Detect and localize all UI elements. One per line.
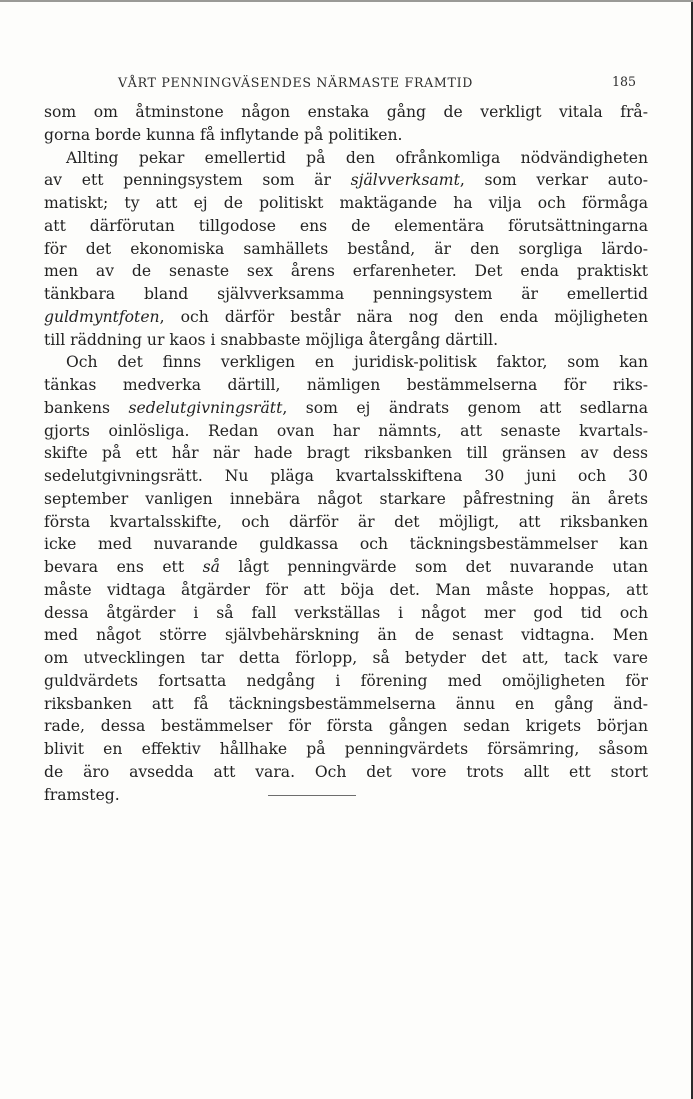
italic-term: självverksamt bbox=[350, 171, 460, 190]
text-line bbox=[44, 192, 648, 215]
page-number: 185 bbox=[612, 74, 637, 89]
line-text: för det ekonomiska samhällets bestånd, är den sorgliga lärdo- bbox=[44, 239, 648, 258]
text-line bbox=[44, 738, 648, 761]
text-line bbox=[44, 215, 648, 238]
text-line bbox=[44, 238, 648, 261]
line-text: att därförutan tillgodose ens de elementära förutsättningarna bbox=[44, 216, 648, 235]
line-text: , och därför består nära nog den enda möjligheten bbox=[159, 307, 648, 326]
line-text: lågt penningvärde som det nuvarande utan bbox=[219, 558, 648, 576]
line-text: icke med nuvarande guldkassa och täckningsbestämmelser kan bbox=[44, 535, 648, 554]
line-text: till räddning ur kaos i snabbaste möjliga återgång därtill. bbox=[44, 330, 499, 349]
line-text: september vanligen innebära något starkare påfrestning än årets bbox=[44, 489, 648, 508]
line-text: framsteg. bbox=[44, 785, 120, 804]
line-text: , som ej ändrats genom att sedlarna bbox=[282, 398, 648, 417]
line-text: guldvärdets fortsatta nedgång i förening med omöjligheten för bbox=[44, 671, 648, 690]
running-head bbox=[0, 75, 693, 95]
line-text: gjorts oinlösliga. Redan ovan har nämnts, att senaste kvartals- bbox=[44, 421, 648, 440]
text-line bbox=[44, 761, 648, 784]
line-text: måste vidtaga åtgärder för att böja det. Man måste hoppas, att bbox=[44, 580, 648, 599]
line-text: men av de senaste sex årens erfarenheter. Det enda praktiskt bbox=[44, 262, 648, 281]
line-text: dessa åtgärder i så fall verkställas i något mer god tid och bbox=[44, 603, 648, 622]
line-text: tänkbara bland självverksamma penningsystem är emellertid bbox=[44, 285, 648, 303]
text-line bbox=[44, 715, 648, 738]
text-line bbox=[44, 306, 648, 329]
text-line bbox=[44, 374, 648, 397]
paragraph-first-line bbox=[44, 147, 648, 170]
section-end-rule bbox=[268, 795, 356, 796]
text-line bbox=[44, 670, 648, 693]
text-line bbox=[44, 124, 648, 147]
line-text: matiskt; ty att ej de politiskt maktägande ha vilja och förmåga bbox=[44, 194, 648, 212]
italic-term: guldmyntfoten bbox=[44, 307, 160, 326]
text-line bbox=[44, 511, 648, 534]
line-text: om utvecklingen tar detta förlopp, så betyder det att, tack vare bbox=[44, 649, 648, 667]
line-text: blivit en effektiv hållhake på penningvärdets försämring, såsom bbox=[44, 740, 648, 758]
line-text: gorna borde kunna få inflytande på politiken. bbox=[44, 125, 403, 144]
line-text: första kvartalsskifte, och därför är det möjligt, att riksbanken bbox=[44, 512, 648, 531]
line-text: tänkas medverka därtill, nämligen bestämmelserna för riks- bbox=[44, 376, 648, 394]
italic-term: så bbox=[202, 558, 220, 576]
line-text: bevara ens ett bbox=[44, 558, 203, 576]
line-text: sedelutgivningsrätt. Nu pläga kvartalsskiftena 30 juni och 30 bbox=[44, 467, 648, 485]
text-line bbox=[44, 397, 648, 420]
text-line bbox=[44, 465, 648, 488]
line-text: skifte på ett hår när hade bragt riksbanken till gränsen av dess bbox=[44, 444, 648, 463]
line-text: Allting pekar emellertid på den ofrånkomliga nödvändigheten bbox=[66, 148, 648, 167]
text-line bbox=[44, 169, 648, 192]
text-line bbox=[44, 624, 648, 647]
line-text: , som verkar auto- bbox=[459, 171, 648, 190]
text-line bbox=[44, 647, 648, 670]
text-line bbox=[44, 420, 648, 443]
line-text: riksbanken att få täckningsbestämmelserna ännu en gång änd- bbox=[44, 694, 648, 713]
text-line bbox=[44, 533, 648, 556]
text-line bbox=[44, 693, 648, 716]
text-line bbox=[44, 579, 648, 602]
page-top-edge bbox=[0, 0, 693, 2]
text-line bbox=[44, 602, 648, 625]
running-title: VÅRT PENNINGVÄSENDES NÄRMASTE FRAMTID bbox=[118, 75, 474, 90]
body-text bbox=[44, 101, 648, 806]
line-text: de äro avsedda att vara. Och det vore trots allt ett stort bbox=[44, 762, 648, 781]
text-line bbox=[44, 329, 648, 352]
line-text: bankens bbox=[44, 398, 129, 417]
text-line bbox=[44, 556, 648, 579]
line-text: Och det finns verkligen en juridisk-politisk faktor, som kan bbox=[66, 353, 648, 372]
paragraph-first-line bbox=[44, 351, 648, 374]
line-text: rade, dessa bestämmelser för första gången sedan krigets början bbox=[44, 717, 648, 736]
line-text: med något större självbehärskning än de senast vidtagna. Men bbox=[44, 626, 648, 645]
text-line bbox=[44, 283, 648, 306]
text-line bbox=[44, 260, 648, 283]
text-line bbox=[44, 101, 648, 124]
italic-term: sedelutgivningsrätt bbox=[128, 398, 283, 417]
line-text: av ett penningsystem som är bbox=[44, 171, 351, 190]
line-text: som om åtminstone någon enstaka gång de verkligt vitala frå- bbox=[44, 103, 648, 121]
text-line bbox=[44, 442, 648, 465]
text-line bbox=[44, 488, 648, 511]
